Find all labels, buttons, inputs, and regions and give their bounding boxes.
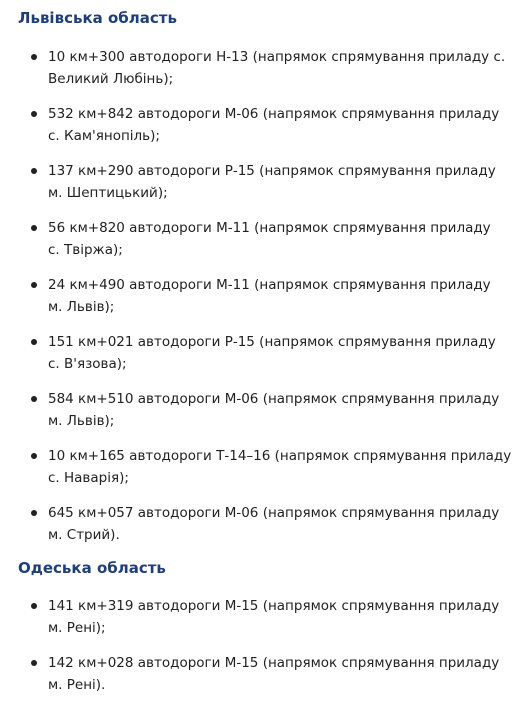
item-text-line-2: м. Шептицький); bbox=[48, 185, 168, 201]
bullet-icon bbox=[31, 453, 37, 459]
list-item bbox=[0, 502, 526, 546]
list-item bbox=[0, 595, 526, 639]
list-item bbox=[0, 46, 526, 90]
list-item bbox=[0, 388, 526, 432]
bullet-icon bbox=[31, 603, 37, 609]
region-heading-odesa: Одеська область bbox=[18, 559, 166, 577]
item-text-line-1: 142 км+028 автодороги М-15 (напрямок спрямування приладу bbox=[48, 655, 500, 671]
item-text-line-1: 137 км+290 автодороги Р-15 (напрямок спрямування приладу bbox=[48, 163, 496, 179]
item-text-line-1: 24 км+490 автодороги М-11 (напрямок спрямування приладу bbox=[48, 277, 491, 293]
list-item bbox=[0, 103, 526, 147]
item-text-line-1: 10 км+165 автодороги Т-14–16 (напрямок спрямування приладу bbox=[48, 448, 512, 464]
item-text-line-2: м. Рені). bbox=[48, 677, 106, 693]
bullet-icon bbox=[31, 510, 37, 516]
bullet-icon bbox=[31, 54, 37, 60]
bullet-icon bbox=[31, 111, 37, 117]
item-text-line-1: 645 км+057 автодороги М-06 (напрямок спрямування приладу bbox=[48, 505, 500, 521]
item-text-line-2: с. Кам'янопіль); bbox=[48, 128, 160, 144]
item-text-line-2: с. Наварія); bbox=[48, 470, 129, 486]
region-heading-lviv: Львівська область bbox=[18, 9, 177, 27]
list-item bbox=[0, 445, 526, 489]
camera-location-list-lviv bbox=[0, 28, 526, 546]
item-text-line-2: с. Твіржа); bbox=[48, 242, 123, 258]
item-text-line-2: с. В'язова); bbox=[48, 356, 127, 372]
list-item bbox=[0, 331, 526, 375]
bullet-icon bbox=[31, 339, 37, 345]
bullet-icon bbox=[31, 168, 37, 174]
list-item bbox=[0, 652, 526, 696]
bullet-icon bbox=[31, 396, 37, 402]
item-text-line-2: м. Рені); bbox=[48, 620, 106, 636]
list-item bbox=[0, 274, 526, 318]
bullet-icon bbox=[31, 282, 37, 288]
list-item bbox=[0, 217, 526, 261]
item-text-line-1: 151 км+021 автодороги Р-15 (напрямок спрямування приладу bbox=[48, 334, 496, 350]
item-text-line-1: 141 км+319 автодороги М-15 (напрямок спрямування приладу bbox=[48, 598, 500, 614]
item-text-line-1: 56 км+820 автодороги М-11 (напрямок спрямування приладу bbox=[48, 220, 491, 236]
item-text-line-1: 10 км+300 автодороги Н-13 (напрямок спрямування приладу с. bbox=[48, 49, 506, 65]
item-text-line-2: Великий Любінь); bbox=[48, 71, 174, 87]
item-text-line-2: м. Львів); bbox=[48, 299, 115, 315]
list-item bbox=[0, 160, 526, 204]
item-text-line-1: 532 км+842 автодороги М-06 (напрямок спрямування приладу bbox=[48, 106, 500, 122]
item-text-line-2: м. Львів); bbox=[48, 413, 115, 429]
bullet-icon bbox=[31, 225, 37, 231]
camera-location-list-odesa bbox=[0, 578, 526, 696]
item-text-line-1: 584 км+510 автодороги М-06 (напрямок спрямування приладу bbox=[48, 391, 500, 407]
item-text-line-2: м. Стрий). bbox=[48, 527, 120, 543]
bullet-icon bbox=[31, 660, 37, 666]
